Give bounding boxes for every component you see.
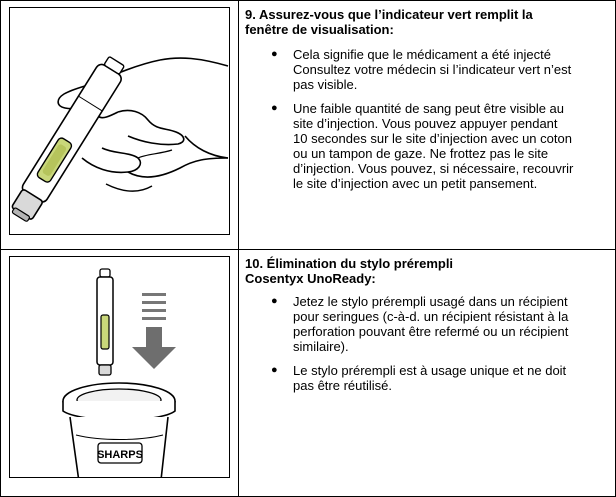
bullet-icon: ●: [271, 295, 278, 307]
step-9-heading: 9. Assurez-vous que l’indicateur vert remplit la fenêtre de visualisation:: [245, 7, 533, 37]
sharps-container-icon: [10, 257, 229, 477]
list-item: ● Jetez le stylo prérempli usagé dans un récipient pour seringues (c-à-d. un récipient résistant à la perforation pouvant être refermé ou un récipient similaire).: [271, 294, 569, 354]
list-item: ● Le stylo prérempli est à usage unique et ne doit pas être réutilisé.: [271, 363, 567, 393]
list-item: ● Une faible quantité de sang peut être visible au site d’injection. Vous pouvez appuyer pendant 10 secondes sur le site d’injection avec un coton ou un tampon de gaze. Ne frottez pas le site d’injection. Vous pouvez, si nécessaire, recouvrir le site d’injection avec un petit pansement.: [271, 101, 574, 191]
step-9-image-cell: [1, 1, 239, 249]
step-10-bullet-list: [245, 294, 609, 393]
hand-holding-pen-icon: [10, 8, 229, 235]
step-9-row: [1, 1, 615, 250]
step-10-illustration: [9, 256, 230, 478]
container-label: SHARPS: [97, 449, 143, 461]
bullet-icon: ●: [271, 102, 278, 114]
bullet-icon: ●: [271, 48, 278, 60]
list-item: ● Cela signifie que le médicament a été injecté Consultez votre médecin si l’indicateur vert n’est pas visible.: [271, 47, 572, 92]
step-10-row: [1, 250, 615, 496]
step-10-heading: 10. Élimination du stylo prérempli Cosentyx UnoReady:: [245, 256, 454, 286]
step-9-text-cell: [239, 1, 615, 249]
step-10-text-cell: [239, 250, 615, 496]
step-9-bullet-list: [245, 47, 609, 191]
step-9-illustration: [9, 7, 230, 235]
bullet-icon: ●: [271, 364, 278, 376]
step-10-image-cell: [1, 250, 239, 496]
